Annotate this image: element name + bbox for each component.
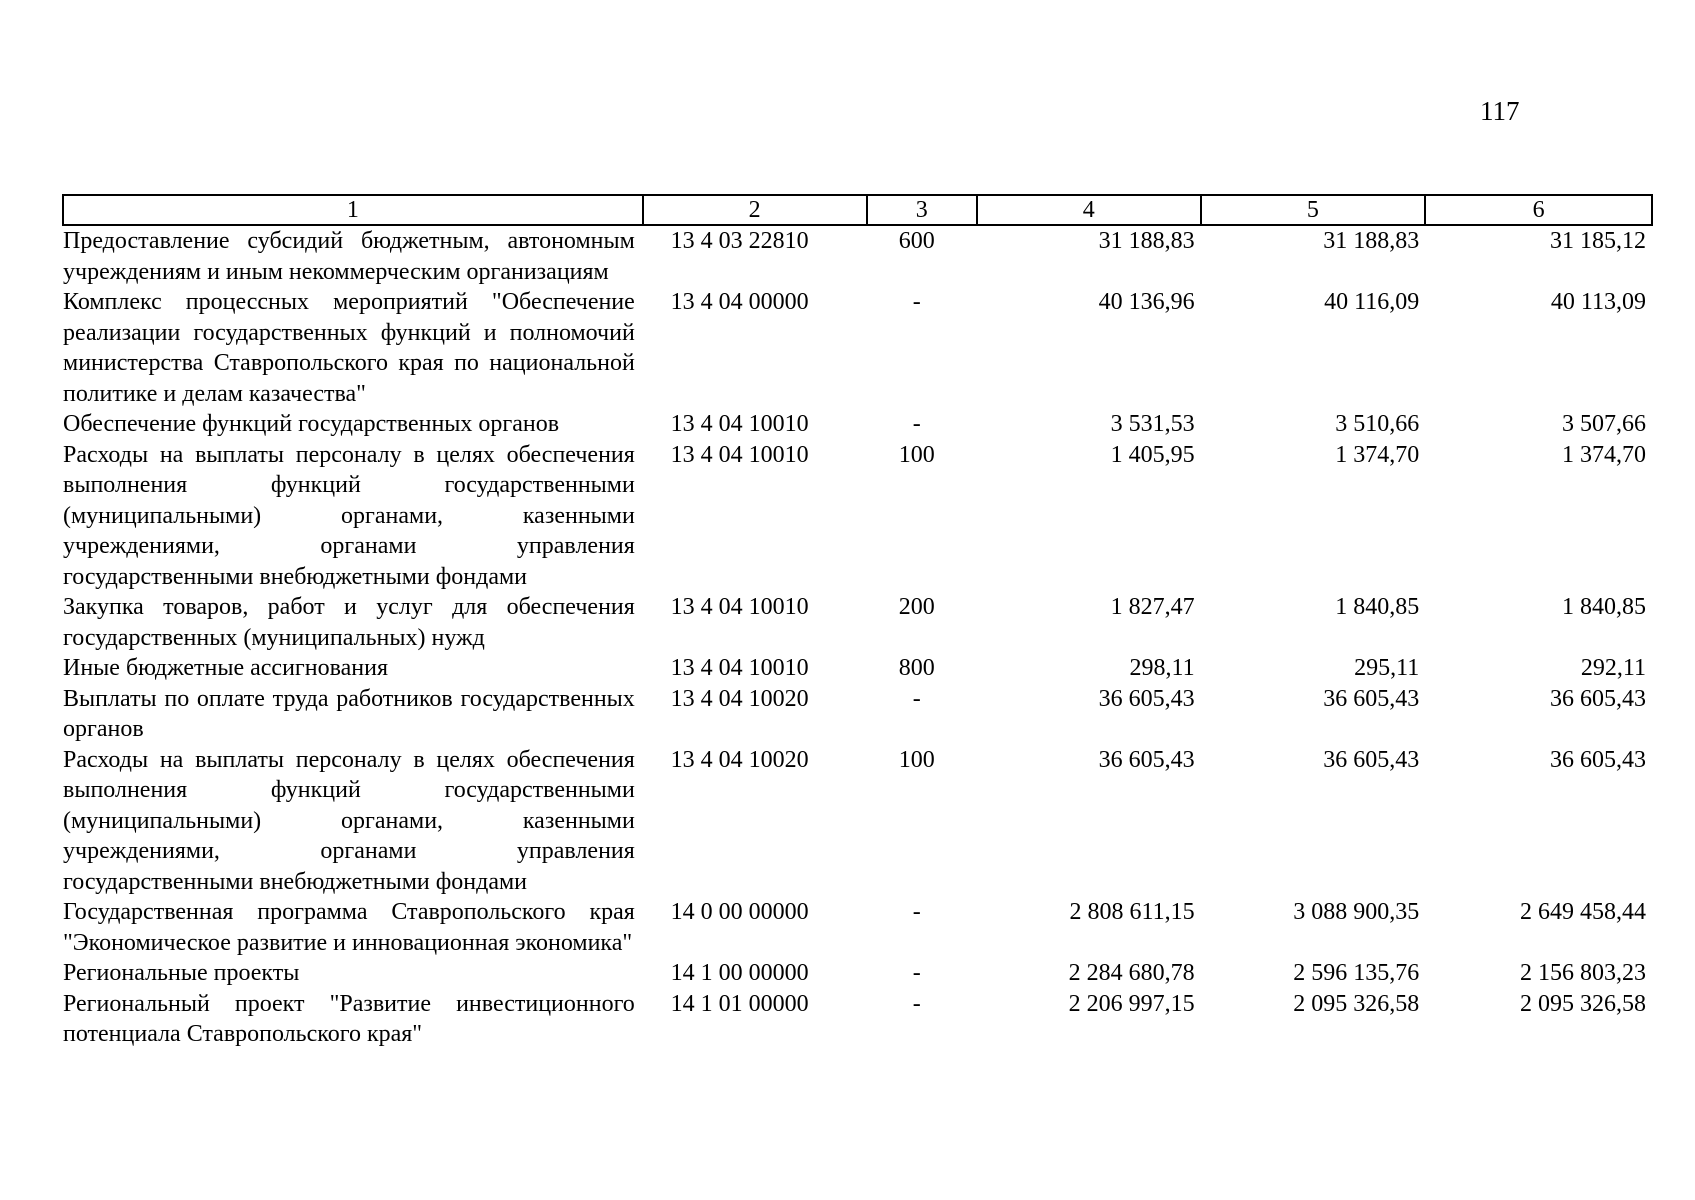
cell-value-4: 31 188,83 xyxy=(1098,228,1195,254)
table-row xyxy=(63,287,1652,409)
table-body xyxy=(63,225,1652,1050)
cell-code: 14 0 00 00000 xyxy=(670,899,809,925)
cell-name: Комплекс процессных мероприятий "Обеспечение реализации государственных функций и полномочий министерства Ставропольского края по национальной политике и делам казачества" xyxy=(63,289,635,407)
budget-table xyxy=(62,194,1653,1050)
cell-value-5: 36 605,43 xyxy=(1323,746,1420,773)
cell-expense-type: 600 xyxy=(898,228,935,254)
cell-code: 13 4 04 10010 xyxy=(670,594,809,620)
cell-value-6: 3 507,66 xyxy=(1562,411,1646,437)
column-header: 4 xyxy=(977,195,1201,225)
table-row xyxy=(63,958,1652,989)
cell-value-6: 1 840,85 xyxy=(1562,594,1646,620)
cell-value-5: 3 510,66 xyxy=(1335,411,1420,437)
cell-name: Расходы на выплаты персоналу в целях обеспечения выполнения функций государственными (муниципальными) органами, казенными учреждениями, органами управления государственными внебюджетными фондами xyxy=(63,441,635,590)
cell-code: 14 1 00 00000 xyxy=(670,960,809,986)
cell-expense-type: 200 xyxy=(898,594,935,620)
table-row xyxy=(63,592,1652,653)
cell-value-6: 40 113,09 xyxy=(1550,289,1646,315)
cell-expense-type: - xyxy=(912,899,921,925)
table-row xyxy=(63,409,1652,440)
table-row xyxy=(63,225,1652,287)
cell-code: 13 4 04 10020 xyxy=(670,685,809,712)
cell-expense-type: - xyxy=(912,289,921,315)
cell-value-5: 40 116,09 xyxy=(1324,289,1420,315)
cell-value-5: 1 374,70 xyxy=(1335,441,1420,468)
cell-value-4: 36 605,43 xyxy=(1098,685,1195,712)
column-header: 3 xyxy=(867,195,977,225)
cell-expense-type: - xyxy=(912,990,921,1017)
table-row xyxy=(63,684,1652,745)
header-row xyxy=(63,195,1652,225)
cell-value-5: 3 088 900,35 xyxy=(1293,899,1420,925)
cell-name: Иные бюджетные ассигнования xyxy=(63,655,388,681)
cell-value-4: 1 405,95 xyxy=(1110,441,1195,468)
column-header: 1 xyxy=(63,195,643,225)
cell-value-6: 2 095 326,58 xyxy=(1520,990,1646,1017)
cell-code: 13 4 03 22810 xyxy=(670,228,809,254)
table-row xyxy=(63,897,1652,958)
cell-value-4: 40 136,96 xyxy=(1098,289,1195,315)
cell-code: 13 4 04 10020 xyxy=(670,746,809,773)
cell-value-5: 2 095 326,58 xyxy=(1293,990,1420,1017)
cell-value-6: 36 605,43 xyxy=(1550,746,1646,773)
cell-code: 14 1 01 00000 xyxy=(670,990,809,1017)
table-row xyxy=(63,440,1652,593)
page-number: 117 xyxy=(1480,96,1520,126)
table-header xyxy=(63,195,1652,225)
table-row xyxy=(63,745,1652,898)
cell-value-5: 1 840,85 xyxy=(1335,594,1420,620)
cell-value-5: 2 596 135,76 xyxy=(1293,960,1420,986)
cell-value-4: 298,11 xyxy=(1129,655,1195,681)
cell-name: Обеспечение функций государственных органов xyxy=(63,411,560,437)
table-row xyxy=(63,653,1652,684)
cell-value-5: 36 605,43 xyxy=(1323,685,1420,712)
cell-code: 13 4 04 00000 xyxy=(670,289,809,315)
cell-expense-type: 800 xyxy=(898,655,935,681)
cell-expense-type: - xyxy=(912,411,921,437)
cell-value-6: 292,11 xyxy=(1580,655,1646,681)
table-row xyxy=(63,989,1652,1050)
cell-value-4: 3 531,53 xyxy=(1110,411,1195,437)
cell-value-5: 31 188,83 xyxy=(1323,228,1420,254)
cell-expense-type: 100 xyxy=(898,441,935,468)
cell-name: Региональный проект "Развитие инвестиционного потенциала Ставропольского края" xyxy=(63,990,635,1047)
column-header: 5 xyxy=(1201,195,1426,225)
cell-value-4: 36 605,43 xyxy=(1098,746,1195,773)
cell-value-6: 2 649 458,44 xyxy=(1520,899,1646,925)
column-header: 6 xyxy=(1425,195,1652,225)
cell-expense-type: - xyxy=(912,960,921,986)
cell-name: Закупка товаров, работ и услуг для обеспечения государственных (муниципальных) нужд xyxy=(63,594,635,651)
cell-value-4: 2 206 997,15 xyxy=(1068,990,1195,1017)
cell-value-6: 1 374,70 xyxy=(1562,441,1646,468)
cell-expense-type: 100 xyxy=(898,746,935,773)
cell-code: 13 4 04 10010 xyxy=(670,411,809,437)
cell-value-6: 31 185,12 xyxy=(1550,228,1646,254)
cell-value-6: 36 605,43 xyxy=(1550,685,1646,712)
cell-name: Расходы на выплаты персоналу в целях обеспечения выполнения функций государственными (муниципальными) органами, казенными учреждениями, органами управления государственными внебюджетными фондами xyxy=(63,746,635,895)
cell-value-4: 1 827,47 xyxy=(1110,594,1195,620)
cell-value-4: 2 284 680,78 xyxy=(1068,960,1195,986)
cell-name: Региональные проекты xyxy=(63,960,300,986)
cell-value-5: 295,11 xyxy=(1354,655,1420,681)
cell-value-4: 2 808 611,15 xyxy=(1069,899,1195,925)
cell-name: Выплаты по оплате труда работников государственных органов xyxy=(63,685,635,742)
cell-expense-type: - xyxy=(912,685,921,712)
cell-value-6: 2 156 803,23 xyxy=(1520,960,1646,986)
column-header: 2 xyxy=(643,195,867,225)
cell-code: 13 4 04 10010 xyxy=(670,441,809,468)
cell-code: 13 4 04 10010 xyxy=(670,655,809,681)
cell-name: Предоставление субсидий бюджетным, автономным учреждениям и иным некоммерческим организациям xyxy=(63,228,635,285)
cell-name: Государственная программа Ставропольского края "Экономическое развитие и инновационная экономика" xyxy=(63,899,635,956)
